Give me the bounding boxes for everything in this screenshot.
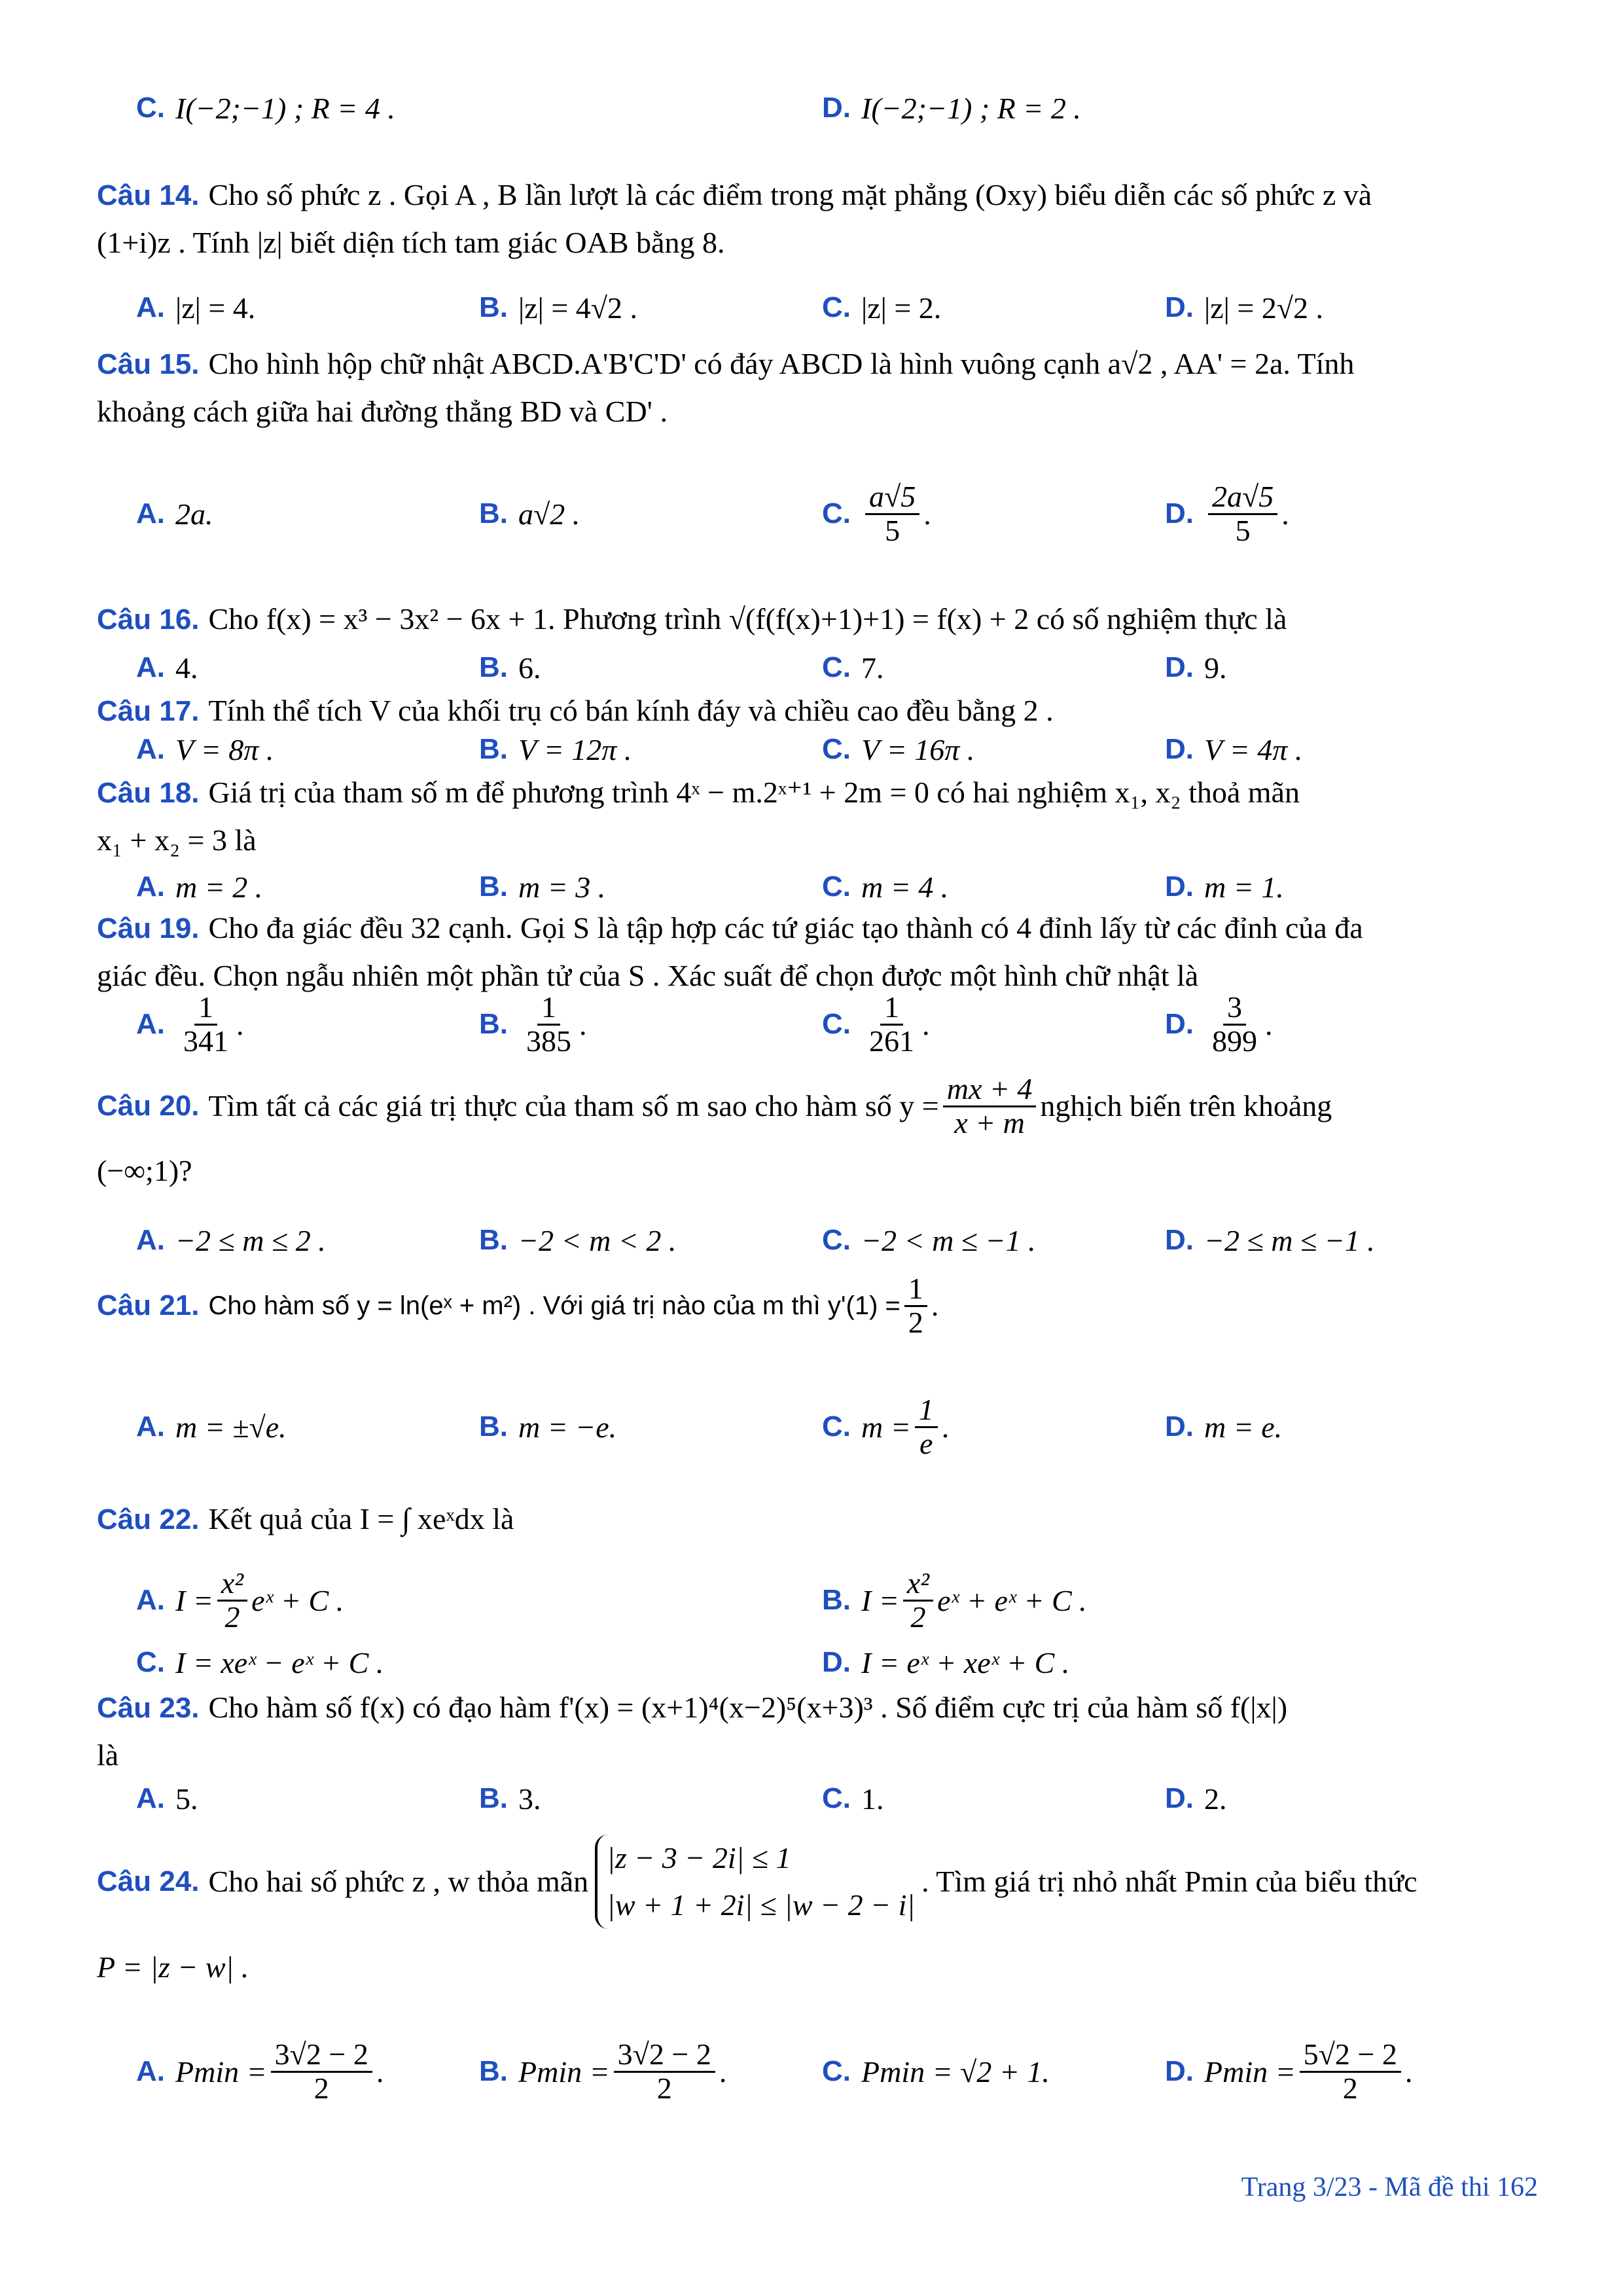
q20-options: A. −2 ≤ m ≤ 2 . B. −2 < m < 2 . C. −2 < m ≤ −1 . D. −2 ≤ m ≤ −1 . xyxy=(136,1223,1375,1257)
question-23: Câu 23. Cho hàm số f(x) có đạo hàm f'(x) = (x+1)⁴(x−2)⁵(x+3)³ . Số điểm cực trị của hàm số f(|x|) là xyxy=(97,1691,1288,1772)
question-15: Câu 15. Cho hình hộp chữ nhật ABCD.A'B'C'D' có đáy ABCD là hình vuông cạnh a√2 , AA' = 2a. Tính khoảng cách giữa hai đường thẳng BD và CD' . xyxy=(97,347,1355,428)
question-21: Câu 21. Cho hàm số y = ln(eˣ + m²) . Với giá trị nào của m thì y'(1) = $\frac{1}{2}$ . xyxy=(97,1272,939,1339)
q13-option-c: C. I(−2;−1) ; R = 4 . xyxy=(136,91,395,125)
question-24: Câu 24. Cho hai số phức z , w thỏa mãn |z − 3 − 2i| ≤ 1 |w + 1 + 2i| ≤ |w − 2 − i| . Tìm giá trị nhỏ nhất Pmin của biểu thức P = |z − w| . xyxy=(97,1833,1537,1991)
question-14: Câu 14. Cho số phức z . Gọi A , B lần lượt là các điểm trong mặt phẳng (Oxy) biểu diễn các số phức z và (1+i)z . Tính |z| biết diện tích tam giác OAB bằng 8. xyxy=(97,178,1372,259)
page-footer: Trang 3/23 - Mã đề thi 162 xyxy=(1241,2172,1538,2202)
question-16: Câu 16. Cho f(x) = x³ − 3x² − 6x + 1. Phương trình √(f(f(x)+1)+1) = f(x) + 2 có số nghiệm thực là xyxy=(97,602,1287,636)
q24-options: A. Pmin = $\frac{3√2 - 2}{2}$ . B. Pmin = $\frac{3√2 - 2}{2}$ . C. Pmin = √2 + 1. D. Pmin = $\frac{5√2 - 2}{2}$ . xyxy=(136,2037,1413,2105)
question-22: Câu 22. Kết quả của I = ∫ xeˣdx là xyxy=(97,1502,514,1535)
q13-options xyxy=(136,79,1543,137)
q15-options: A. 2a. B. a√2 . C. $\frac{a√5}{5}$ . D. $\frac{2a√5}{5}$ . xyxy=(136,480,1289,547)
q22-options-row1: A. I = $\frac{\text{x²}}{2}$ eˣ + C . B. I = $\frac{\text{x²}}{2}$ eˣ + eˣ + C . xyxy=(136,1566,1087,1634)
q18-options: A. m = 2 . B. m = 3 . C. m = 4 . D. m = 1. xyxy=(136,870,1284,904)
fraction: $\frac{2a√5}{5}$ xyxy=(1208,481,1277,547)
q21-options: A. m = ±√e. B. m = −e. C. m = $\frac{1}{e}$ . D. m = e. xyxy=(136,1393,1283,1460)
question-20: Câu 20. Tìm tất cả các giá trị thực của tham số m sao cho hàm số y = $\frac{mx + 4}{x + m}$ nghịch biến trên khoảng (−∞;1)? xyxy=(97,1072,1332,1187)
equation-system: |z − 3 − 2i| ≤ 1 |w + 1 + 2i| ≤ |w − 2 − i| xyxy=(595,1835,915,1929)
question-19: Câu 19. Cho đa giác đều 32 cạnh. Gọi S là tập hợp các tứ giác tạo thành có 4 đỉnh lấy từ các đỉnh của đa giác đều. Chọn ngẫu nhiên một phần tử của S . Xác suất để chọn được một hình chữ nhật là xyxy=(97,911,1363,992)
q16-options: A. 4. B. 6. C. 7. D. 9. xyxy=(136,651,1227,685)
q19-options: A. $\frac{1}{341}$ . B. $\frac{1}{385}$ . C. $\frac{1}{261}$ . D. $\frac{3}{899}$ . xyxy=(136,990,1273,1058)
q17-options: A. V = 8π . B. V = 12π . C. V = 16π . D. V = 4π . xyxy=(136,732,1303,766)
q13-option-d: D. I(−2;−1) ; R = 2 . xyxy=(822,91,1081,125)
q14-options: A. |z| = 4. B. |z| = 4√2 . C. |z| = 2. D. |z| = 2√2 . xyxy=(136,291,1324,325)
question-18: Câu 18. Giá trị của tham số m để phương trình 4ˣ − m.2ˣ⁺¹ + 2m = 0 có hai nghiệm x₁, x₂ thoả mãn x₁ + x₂ = 3 là xyxy=(97,776,1300,857)
q22-options-row2: C. I = xeˣ − eˣ + C . D. I = eˣ + xeˣ + C . xyxy=(136,1645,1070,1679)
q23-options: A. 5. B. 3. C. 1. D. 2. xyxy=(136,1782,1227,1816)
question-17: Câu 17. Tính thể tích V của khối trụ có bán kính đáy và chiều cao đều bằng 2 . xyxy=(97,694,1054,727)
fraction: $\frac{a√5}{5}$ xyxy=(865,481,919,547)
